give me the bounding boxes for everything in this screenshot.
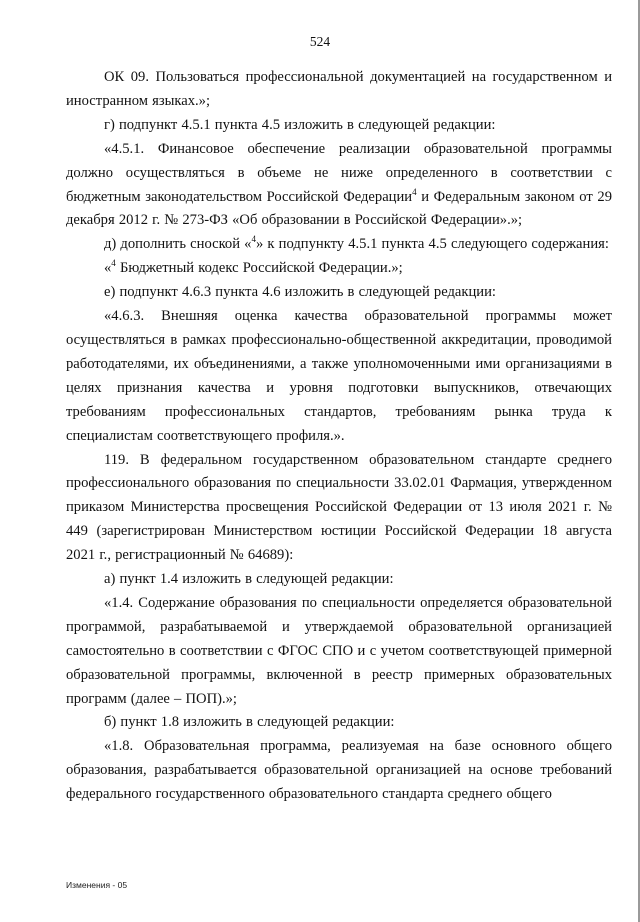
paragraph-subitem-b [66,711,612,735]
text-run: а) пункт 1.4 изложить в следующей редакции: [104,571,394,588]
paragraph-4-6-3 [66,305,612,448]
text-run: е) подпункт 4.6.3 пункта 4.6 изложить в следующей редакции: [104,284,496,301]
text-run: и Федеральным законом от 29 декабря 2012 г. № 273-ФЗ «Об образовании в Российской Федерации».»; [66,188,612,229]
paragraph-footnote-4 [66,257,612,281]
text-run: » к подпункту 4.5.1 пункта 4.5 следующего содержания: [255,236,609,253]
paragraph-subitem-d [66,233,612,257]
page-number: 524 [309,34,331,49]
text-run: г) подпункт 4.5.1 пункта 4.5 изложить в следующей редакции: [104,116,496,133]
footer-revision-note: Изменения - 05 [66,880,128,890]
footnote-marker: 4 [111,258,116,269]
text-run: Бюджетный кодекс Российской Федерации.»; [115,260,403,277]
text-run: д) дополнить сноской « [104,236,252,253]
paragraph-subitem-e [66,281,612,305]
footnote-marker: 4 [412,186,417,197]
text-run: «1.4. Содержание образования по специальности определяется образовательной программой, разрабатываемой и утверждаемой образовательной организацией самостоятельно в соответствии с ФГОС СПО и с учетом соответствующей примерной образовательной программы, включенной в реестр примерных образовательных программ (далее – ПОП).»; [66,594,612,707]
text-run: «1.8. Образовательная программа, реализуемая на базе основного общего образования, разрабатывается образовательной организацией на основе требований федерального государственного образовательного стандарта среднего общего [66,738,612,803]
paragraph-1-8 [66,735,612,807]
paragraph-item-119 [66,449,612,569]
paragraph-subitem-a [66,568,612,592]
paragraph-1-4 [66,592,612,712]
text-run: б) пункт 1.8 изложить в следующей редакции: [104,714,395,731]
text-run: « [104,260,112,277]
text-run: «4.5.1. Финансовое обеспечение реализации образовательной программы должно осуществляться в объеме не ниже определенного в соответствии с бюджетным законодательством Российской Федерации [66,140,612,205]
paragraph-subitem-g [66,114,612,138]
text-run: «4.6.3. Внешняя оценка качества образовательной программы может осуществляться в рамках профессионально-общественной аккредитации, проводимой работодателями, их объединениями, а также уполномоченными ими организациями в целях признания качества и уровня подготовки выпускников, отвечающих требованиям профессиональных стандартов, требованиям рынка труда к специалистам соответствующего профиля.». [66,308,612,444]
document-body [66,66,612,807]
text-run: 119. В федеральном государственном образовательном стандарте среднего профессионального образования по специальности 33.02.01 Фармация, утвержденном приказом Министерства просвещения Российской Федерации от 13 июля 2021 г. № 449 (зарегистрирован Министерством юстиции Российской Федерации 18 августа 2021 г., регистрационный № 64689): [66,451,612,564]
footnote-marker: 4 [251,234,256,245]
text-run: ОК 09. Пользоваться профессиональной документацией на государственном и иностранном языках.»; [66,69,612,109]
paragraph-ok09 [66,66,612,114]
paragraph-4-5-1 [66,138,612,234]
